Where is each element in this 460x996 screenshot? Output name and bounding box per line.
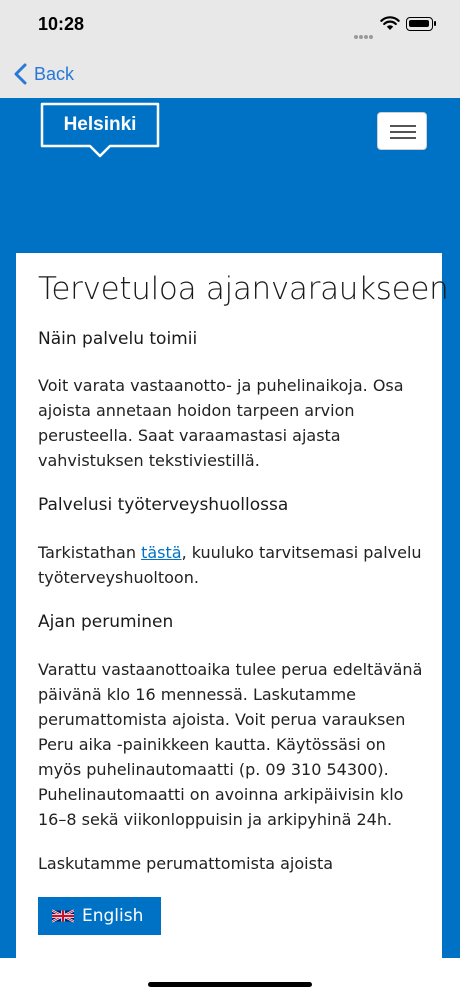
content-card (16, 253, 449, 958)
home-indicator[interactable] (148, 982, 312, 987)
battery-icon (406, 17, 433, 31)
section-heading-how-it-works: Näin palvelu toimii (38, 329, 198, 349)
status-time: 10:28 (38, 14, 85, 34)
back-button[interactable] (12, 62, 74, 86)
check-here-link[interactable]: tästä (141, 543, 182, 562)
section-heading-occupational-health: Palvelusi työterveyshuollossa (38, 495, 289, 515)
cellular-signal-icon (354, 24, 374, 43)
hamburger-menu-button[interactable] (377, 112, 427, 150)
back-label: Back (34, 63, 75, 84)
home-bar (0, 958, 460, 996)
chevron-left-icon (12, 62, 30, 86)
wifi-icon (380, 15, 400, 31)
logo-text: Helsinki (63, 114, 137, 135)
uk-flag-icon (52, 909, 74, 923)
menu-icon (390, 125, 416, 127)
status-bar (0, 0, 460, 50)
section-text-cancellation: Varattu vastaanottoaika tulee perua edeltävänä päivänä klo 16 mennessä. Laskutamme perumattomista ajoista. Voit perua varauksen Peru aika -painikkeen kautta. Käytössäsi on myös puhelinautomaatti (p. 09 310 54300). Puhelinautomaatti on avoinna arkipäivisin klo 16–8 sekä viikonloppuisin ja arkipyhinä 24h. (38, 660, 423, 829)
billing-note: Laskutamme perumattomista ajoista (38, 854, 334, 873)
section-heading-cancellation: Ajan peruminen (38, 612, 174, 632)
english-label: English (82, 906, 144, 926)
nav-bar (0, 50, 460, 98)
section-text-how-it-works: Voit varata vastaanotto- ja puhelinaikoja. Osa ajoista annetaan hoidon tarpeen arvion perusteella. Saat varaamastasi ajasta vahvistuksen tekstiviestillä. (38, 376, 404, 470)
page-title: Tervetuloa ajanvaraukseen (38, 271, 449, 307)
english-language-button[interactable] (38, 897, 161, 935)
helsinki-logo[interactable] (40, 102, 160, 158)
section-text-occupational-health: Tarkistathan tästä, kuuluko tarvitsemasi palvelu työterveyshuoltoon. (38, 543, 422, 587)
